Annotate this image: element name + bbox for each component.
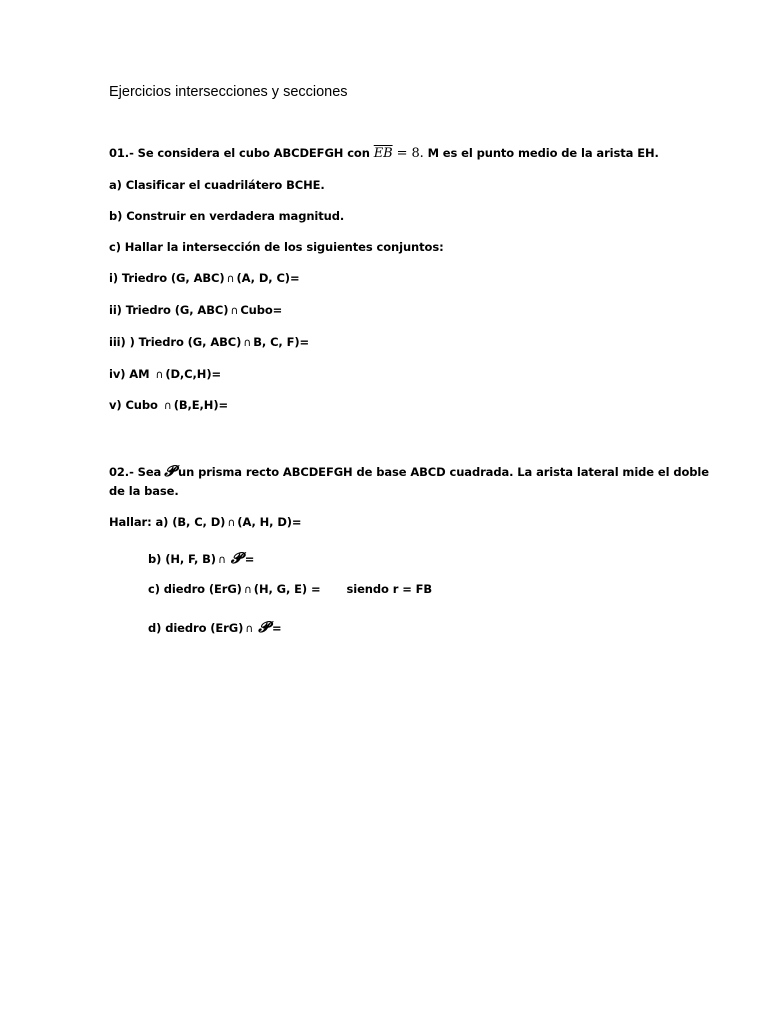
ex2-item-d bbox=[148, 618, 282, 636]
ex1-item-a: a) Clasificar el cuadrilátero BCHE. bbox=[109, 178, 325, 192]
ex1-segment-expression bbox=[374, 146, 424, 161]
ex1-item-c: c) Hallar la intersección de los siguientes conjuntos: bbox=[109, 240, 444, 254]
ex1-ii-left: ii) Triedro (G, ABC) bbox=[109, 303, 229, 317]
prism-symbol: 𝓟 bbox=[164, 462, 176, 480]
ex1-intro-text-b: M es el punto medio de la arista EH. bbox=[427, 146, 659, 160]
ex2-c-note: siendo r = FB bbox=[346, 582, 433, 596]
ex1-v-left: v) Cubo bbox=[109, 398, 158, 412]
ex2-item-c bbox=[148, 582, 432, 596]
ex2-intro-text-b: un prisma recto ABCDEFGH de base ABCD cuadrada. La arista lateral mide el doble bbox=[178, 465, 709, 479]
ex1-item-i bbox=[109, 271, 300, 285]
ex2-intro bbox=[109, 462, 709, 480]
ex1-i-right: (A, D, C)= bbox=[236, 271, 300, 285]
ex2-c-left: c) diedro (ErG) bbox=[148, 582, 242, 596]
ex2-intro-text-a: 02.- Sea bbox=[109, 465, 162, 479]
ex1-item-b: b) Construir en verdadera magnitud. bbox=[109, 209, 345, 223]
ex1-item-ii bbox=[109, 303, 282, 317]
ex1-item-v bbox=[109, 398, 228, 412]
ex2-d-left: d) diedro (ErG) bbox=[148, 621, 244, 635]
ex2-b-right: = bbox=[244, 552, 255, 566]
ex1-iv-left: iv) AM bbox=[109, 367, 150, 381]
ex1-iv-right: (D,C,H)= bbox=[165, 367, 222, 381]
ex1-item-iv bbox=[109, 367, 221, 381]
intersection-symbol: ∩ bbox=[226, 272, 235, 285]
prism-symbol: 𝓟 bbox=[258, 618, 270, 636]
ex1-segment: $\overline{EB}$ bbox=[373, 146, 393, 161]
ex1-intro-text-a: 01.- Se considera el cubo ABCDEFGH con bbox=[109, 146, 370, 160]
intersection-symbol: ∩ bbox=[243, 336, 252, 349]
ex2-d-right: = bbox=[272, 621, 282, 635]
intersection-symbol: ∩ bbox=[243, 583, 252, 596]
ex2-item-b bbox=[148, 549, 254, 567]
ex1-intro bbox=[109, 146, 659, 161]
ex2-c-right: (H, G, E) = bbox=[253, 582, 321, 596]
intersection-symbol: ∩ bbox=[217, 553, 226, 566]
ex1-item-iii bbox=[109, 335, 309, 349]
intersection-symbol: ∩ bbox=[155, 368, 164, 381]
ex2-a-right: (A, H, D)= bbox=[237, 515, 302, 529]
ex1-equals: = 8. bbox=[396, 146, 424, 161]
intersection-symbol: ∩ bbox=[163, 399, 172, 412]
ex1-ii-right: Cubo= bbox=[240, 303, 283, 317]
intersection-symbol: ∩ bbox=[227, 516, 236, 529]
ex1-iii-right: B, C, F)= bbox=[253, 335, 310, 349]
ex1-v-right: (B,E,H)= bbox=[173, 398, 229, 412]
ex1-iii-left: iii) ) Triedro (G, ABC) bbox=[109, 335, 242, 349]
ex2-b-left: b) (H, F, B) bbox=[148, 552, 216, 566]
intersection-symbol: ∩ bbox=[245, 622, 254, 635]
prism-symbol: 𝓟 bbox=[230, 549, 242, 567]
ex2-item-a bbox=[109, 515, 301, 529]
ex2-a-left: Hallar: a) (B, C, D) bbox=[109, 515, 226, 529]
intersection-symbol: ∩ bbox=[230, 304, 239, 317]
ex2-intro-cont: de la base. bbox=[109, 484, 179, 498]
ex1-i-left: i) Triedro (G, ABC) bbox=[109, 271, 225, 285]
page-title: Ejercicios intersecciones y secciones bbox=[109, 84, 348, 100]
